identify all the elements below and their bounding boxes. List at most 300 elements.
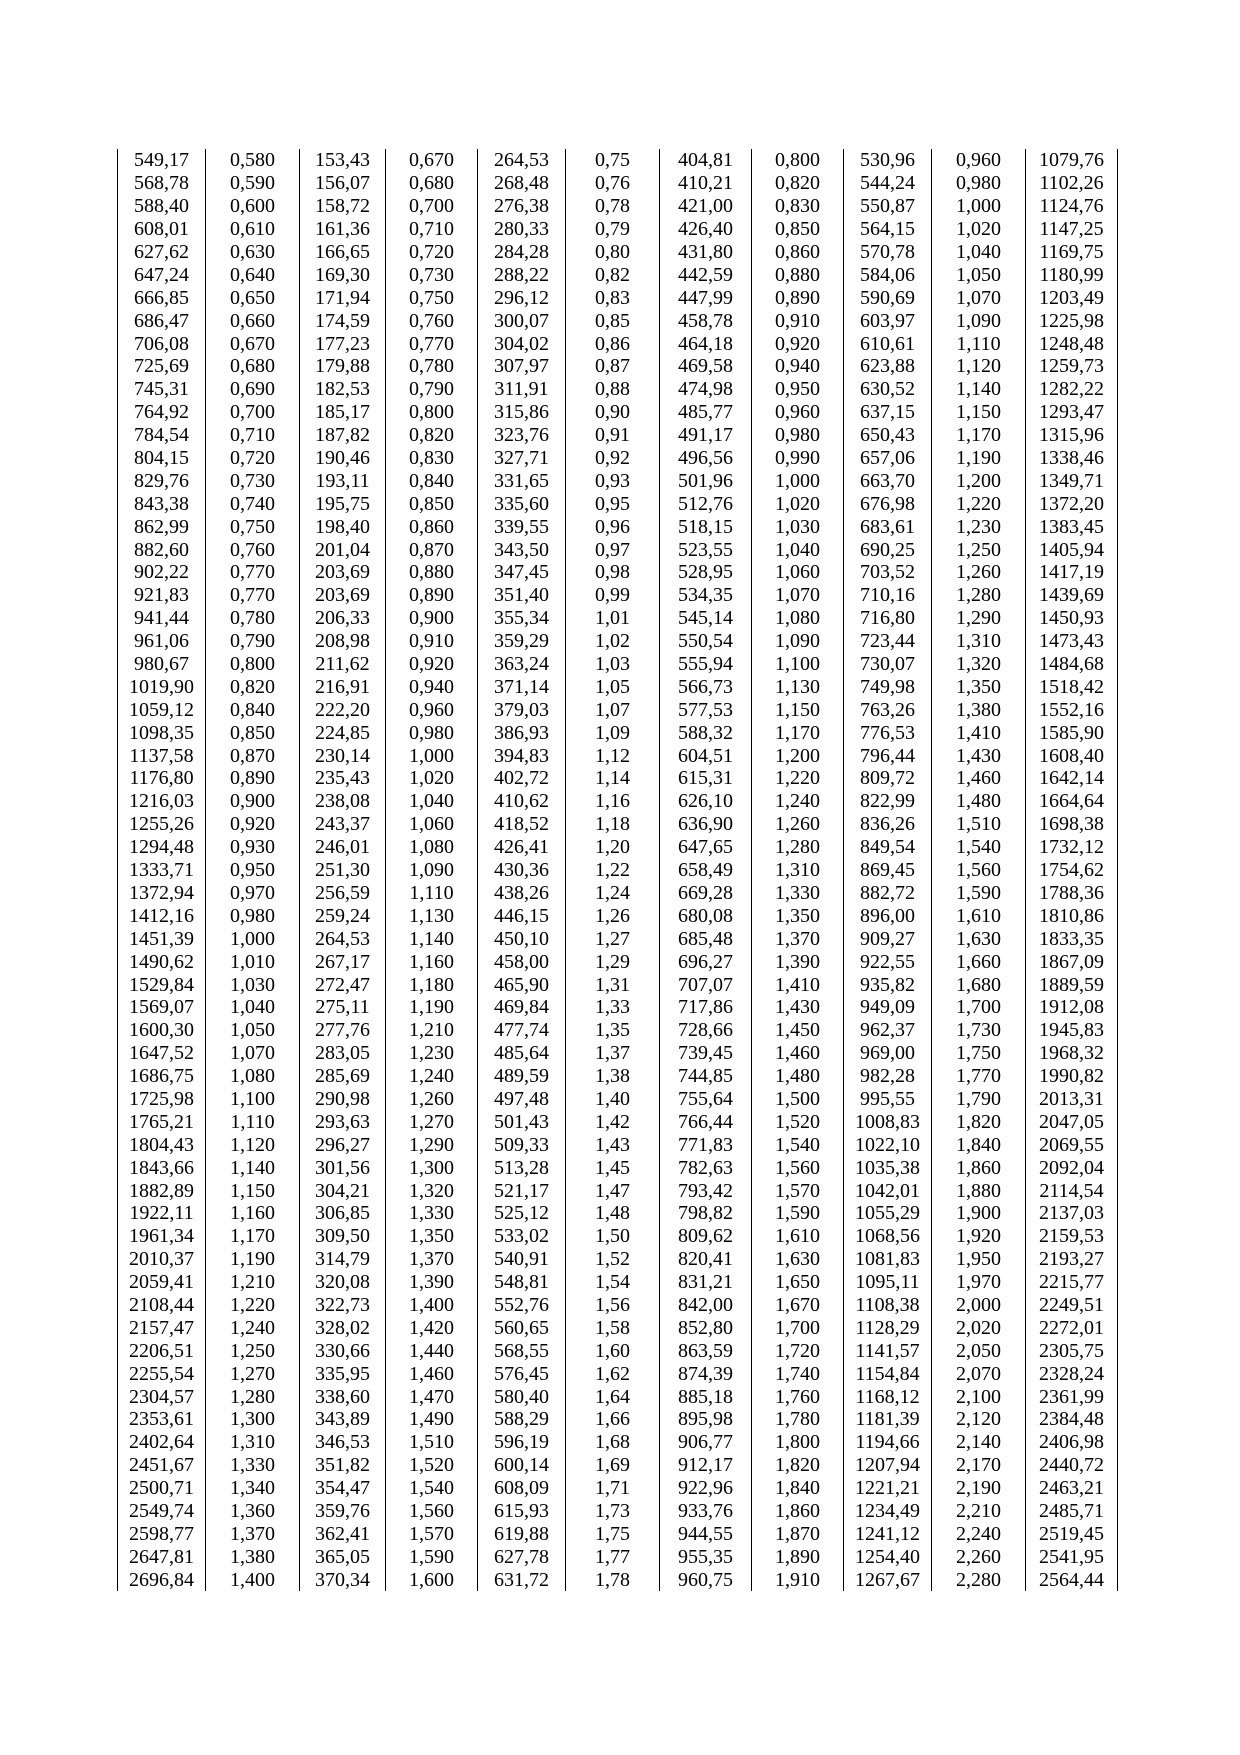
table-cell: 2249,51 (1026, 1294, 1118, 1317)
table-row (118, 1385, 1118, 1408)
table-cell: 2463,21 (1026, 1477, 1118, 1500)
table-cell: 311,91 (478, 378, 566, 401)
table-cell: 1,410 (932, 721, 1026, 744)
table-cell: 1,680 (932, 973, 1026, 996)
table-cell: 874,39 (660, 1362, 752, 1385)
table-cell: 1,070 (752, 584, 844, 607)
table-row (118, 630, 1118, 653)
table-cell: 1,000 (752, 469, 844, 492)
table-cell: 555,94 (660, 653, 752, 676)
table-cell: 1,43 (566, 1133, 660, 1156)
table-cell: 438,26 (478, 882, 566, 905)
table-cell: 0,78 (566, 195, 660, 218)
table-cell: 431,80 (660, 241, 752, 264)
table-cell: 190,46 (300, 447, 386, 470)
table-cell: 2696,84 (118, 1568, 206, 1591)
table-cell: 707,07 (660, 973, 752, 996)
table-cell: 1804,43 (118, 1133, 206, 1156)
table-cell: 960,75 (660, 1568, 752, 1591)
table-cell: 0,710 (206, 424, 300, 447)
table-cell: 764,92 (118, 401, 206, 424)
table-cell: 1843,66 (118, 1156, 206, 1179)
table-cell: 1647,52 (118, 1042, 206, 1065)
table-cell: 1,890 (752, 1545, 844, 1568)
table-cell: 1552,16 (1026, 698, 1118, 721)
table-cell: 0,88 (566, 378, 660, 401)
table-cell: 0,75 (566, 149, 660, 172)
table-cell: 0,820 (386, 424, 478, 447)
table-cell: 404,81 (660, 149, 752, 172)
table-cell: 1,210 (386, 1019, 478, 1042)
table-row (118, 1248, 1118, 1271)
table-cell: 588,29 (478, 1408, 566, 1431)
table-cell: 1008,83 (844, 1110, 932, 1133)
table-cell: 896,00 (844, 904, 932, 927)
table-cell: 2069,55 (1026, 1133, 1118, 1156)
table-cell: 304,02 (478, 332, 566, 355)
table-cell: 776,53 (844, 721, 932, 744)
table-cell: 0,800 (386, 401, 478, 424)
table-cell: 2,170 (932, 1454, 1026, 1477)
table-row (118, 721, 1118, 744)
table-cell: 306,85 (300, 1202, 386, 1225)
table-cell: 1450,93 (1026, 607, 1118, 630)
table-row (118, 973, 1118, 996)
table-cell: 1,160 (206, 1202, 300, 1225)
table-cell: 362,41 (300, 1522, 386, 1545)
table-cell: 869,45 (844, 859, 932, 882)
table-cell: 0,970 (206, 882, 300, 905)
table-row (118, 241, 1118, 264)
table-cell: 1,030 (206, 973, 300, 996)
table-cell: 610,61 (844, 332, 932, 355)
table-cell: 1,350 (386, 1225, 478, 1248)
table-cell: 1,050 (206, 1019, 300, 1042)
table-cell: 580,40 (478, 1385, 566, 1408)
table-cell: 169,30 (300, 263, 386, 286)
table-cell: 216,91 (300, 675, 386, 698)
table-cell: 796,44 (844, 744, 932, 767)
table-cell: 600,14 (478, 1454, 566, 1477)
table-cell: 323,76 (478, 424, 566, 447)
table-cell: 809,62 (660, 1225, 752, 1248)
table-cell: 1990,82 (1026, 1065, 1118, 1088)
table-cell: 179,88 (300, 355, 386, 378)
table-cell: 355,34 (478, 607, 566, 630)
table-cell: 1,860 (932, 1156, 1026, 1179)
table-cell: 1664,64 (1026, 790, 1118, 813)
table-cell: 0,82 (566, 263, 660, 286)
table-cell: 301,56 (300, 1156, 386, 1179)
table-cell: 1,820 (932, 1110, 1026, 1133)
table-cell: 1,510 (386, 1431, 478, 1454)
table-cell: 0,910 (752, 309, 844, 332)
table-cell: 235,43 (300, 767, 386, 790)
table-cell: 525,12 (478, 1202, 566, 1225)
table-cell: 1,370 (752, 927, 844, 950)
table-cell: 1,03 (566, 653, 660, 676)
table-cell: 1529,84 (118, 973, 206, 996)
table-row (118, 1179, 1118, 1202)
table-cell: 2564,44 (1026, 1568, 1118, 1591)
table-cell: 1,48 (566, 1202, 660, 1225)
table-cell: 1169,75 (1026, 241, 1118, 264)
table-cell: 636,90 (660, 813, 752, 836)
table-cell: 0,920 (206, 813, 300, 836)
table-cell: 0,770 (386, 332, 478, 355)
table-cell: 1,520 (386, 1454, 478, 1477)
table-cell: 343,50 (478, 538, 566, 561)
table-cell: 1,320 (932, 653, 1026, 676)
table-cell: 570,78 (844, 241, 932, 264)
table-cell: 1732,12 (1026, 836, 1118, 859)
table-cell: 544,24 (844, 172, 932, 195)
table-cell: 0,880 (386, 561, 478, 584)
table-cell: 647,24 (118, 263, 206, 286)
table-row (118, 469, 1118, 492)
table-cell: 852,80 (660, 1316, 752, 1339)
table-row (118, 492, 1118, 515)
table-cell: 1,290 (932, 607, 1026, 630)
table-cell: 530,96 (844, 149, 932, 172)
table-cell: 1,590 (752, 1202, 844, 1225)
table-cell: 626,10 (660, 790, 752, 813)
table-cell: 1,840 (932, 1133, 1026, 1156)
table-cell: 351,40 (478, 584, 566, 607)
table-cell: 1,310 (752, 859, 844, 882)
table-cell: 0,830 (752, 195, 844, 218)
table-row (118, 1156, 1118, 1179)
table-row (118, 218, 1118, 241)
table-cell: 1912,08 (1026, 996, 1118, 1019)
table-cell: 1,18 (566, 813, 660, 836)
table-cell: 0,580 (206, 149, 300, 172)
table-cell: 2047,05 (1026, 1110, 1118, 1133)
table-cell: 882,60 (118, 538, 206, 561)
table-cell: 1,080 (752, 607, 844, 630)
table-cell: 1,010 (206, 950, 300, 973)
table-cell: 198,40 (300, 515, 386, 538)
table-cell: 1349,71 (1026, 469, 1118, 492)
table-cell: 829,76 (118, 469, 206, 492)
table-cell: 290,98 (300, 1088, 386, 1111)
table-cell: 0,79 (566, 218, 660, 241)
table-cell: 1490,62 (118, 950, 206, 973)
table-cell: 277,76 (300, 1019, 386, 1042)
table-row (118, 1042, 1118, 1065)
table-cell: 771,83 (660, 1133, 752, 1156)
table-row (118, 1408, 1118, 1431)
table-cell: 1,540 (386, 1477, 478, 1500)
table-cell: 1,380 (206, 1545, 300, 1568)
table-cell: 0,670 (206, 332, 300, 355)
table-cell: 2485,71 (1026, 1500, 1118, 1523)
table-cell: 2193,27 (1026, 1248, 1118, 1271)
table-cell: 1,800 (752, 1431, 844, 1454)
table-cell: 1,64 (566, 1385, 660, 1408)
table-cell: 1147,25 (1026, 218, 1118, 241)
table-cell: 2406,98 (1026, 1431, 1118, 1454)
table-cell: 944,55 (660, 1522, 752, 1545)
table-cell: 330,66 (300, 1339, 386, 1362)
table-cell: 1,040 (932, 241, 1026, 264)
table-row (118, 332, 1118, 355)
table-row (118, 263, 1118, 286)
table-cell: 550,87 (844, 195, 932, 218)
table-cell: 1,410 (752, 973, 844, 996)
table-cell: 1,900 (932, 1202, 1026, 1225)
table-cell: 1,62 (566, 1362, 660, 1385)
table-cell: 1372,94 (118, 882, 206, 905)
table-cell: 1,07 (566, 698, 660, 721)
table-cell: 0,80 (566, 241, 660, 264)
table-row (118, 1362, 1118, 1385)
table-row (118, 355, 1118, 378)
table-cell: 685,48 (660, 927, 752, 950)
table-cell: 922,96 (660, 1477, 752, 1500)
table-cell: 1,650 (752, 1271, 844, 1294)
table-cell: 331,65 (478, 469, 566, 492)
table-cell: 2384,48 (1026, 1408, 1118, 1431)
table-cell: 2157,47 (118, 1316, 206, 1339)
table-cell: 1,50 (566, 1225, 660, 1248)
table-cell: 744,85 (660, 1065, 752, 1088)
table-cell: 590,69 (844, 286, 932, 309)
table-cell: 0,730 (386, 263, 478, 286)
table-cell: 264,53 (300, 927, 386, 950)
table-cell: 1961,34 (118, 1225, 206, 1248)
table-cell: 1,100 (206, 1088, 300, 1111)
table-cell: 1754,62 (1026, 859, 1118, 882)
table-cell: 0,720 (386, 241, 478, 264)
table-cell: 1,730 (932, 1019, 1026, 1042)
table-cell: 0,880 (752, 263, 844, 286)
table-cell: 363,24 (478, 653, 566, 676)
table-cell: 1,280 (206, 1385, 300, 1408)
table-cell: 203,69 (300, 561, 386, 584)
table-cell: 338,60 (300, 1385, 386, 1408)
table-cell: 560,65 (478, 1316, 566, 1339)
table-cell: 158,72 (300, 195, 386, 218)
table-cell: 1035,38 (844, 1156, 932, 1179)
table-cell: 1,790 (932, 1088, 1026, 1111)
table-cell: 0,760 (386, 309, 478, 332)
table-cell: 523,55 (660, 538, 752, 561)
table-cell: 1,26 (566, 904, 660, 927)
table-cell: 0,760 (206, 538, 300, 561)
table-cell: 1234,49 (844, 1500, 932, 1523)
table-cell: 2353,61 (118, 1408, 206, 1431)
table-cell: 0,830 (386, 447, 478, 470)
table-cell: 1,880 (932, 1179, 1026, 1202)
table-row (118, 1522, 1118, 1545)
table-cell: 394,83 (478, 744, 566, 767)
table-cell: 690,25 (844, 538, 932, 561)
table-cell: 365,05 (300, 1545, 386, 1568)
table-cell: 1,190 (386, 996, 478, 1019)
table-cell: 2108,44 (118, 1294, 206, 1317)
table-cell: 224,85 (300, 721, 386, 744)
table-cell: 1,310 (206, 1431, 300, 1454)
table-cell: 2,120 (932, 1408, 1026, 1431)
table-cell: 1,090 (386, 859, 478, 882)
table-cell: 2,260 (932, 1545, 1026, 1568)
table-cell: 0,920 (386, 653, 478, 676)
table-cell: 1,260 (932, 561, 1026, 584)
table-cell: 849,54 (844, 836, 932, 859)
table-cell: 1,570 (752, 1179, 844, 1202)
table-row (118, 515, 1118, 538)
table-cell: 187,82 (300, 424, 386, 447)
table-cell: 268,48 (478, 172, 566, 195)
table-cell: 1,69 (566, 1454, 660, 1477)
table-cell: 2114,54 (1026, 1179, 1118, 1202)
table-cell: 1,080 (386, 836, 478, 859)
table-cell: 174,59 (300, 309, 386, 332)
table-cell: 0,640 (206, 263, 300, 286)
table-cell: 568,78 (118, 172, 206, 195)
table-cell: 0,860 (752, 241, 844, 264)
table-cell: 386,93 (478, 721, 566, 744)
table-cell: 2,140 (932, 1431, 1026, 1454)
table-cell: 458,00 (478, 950, 566, 973)
table-cell: 1,490 (386, 1408, 478, 1431)
table-cell: 568,55 (478, 1339, 566, 1362)
table-cell: 1,520 (752, 1110, 844, 1133)
table-cell: 615,93 (478, 1500, 566, 1523)
table-cell: 627,62 (118, 241, 206, 264)
table-cell: 717,86 (660, 996, 752, 1019)
table-cell: 469,84 (478, 996, 566, 1019)
table-cell: 603,97 (844, 309, 932, 332)
table-cell: 0,800 (206, 653, 300, 676)
table-cell: 545,14 (660, 607, 752, 630)
table-cell: 1,540 (932, 836, 1026, 859)
table-cell: 588,32 (660, 721, 752, 744)
table-cell: 1,910 (752, 1568, 844, 1591)
table-cell: 518,15 (660, 515, 752, 538)
table-cell: 1098,35 (118, 721, 206, 744)
table-cell: 528,95 (660, 561, 752, 584)
table-cell: 359,76 (300, 1500, 386, 1523)
table-cell: 1,000 (206, 927, 300, 950)
table-cell: 1,250 (932, 538, 1026, 561)
table-cell: 1,130 (752, 675, 844, 698)
table-cell: 208,98 (300, 630, 386, 653)
table-cell: 402,72 (478, 767, 566, 790)
table-cell: 1,45 (566, 1156, 660, 1179)
table-cell: 564,15 (844, 218, 932, 241)
table-cell: 969,00 (844, 1042, 932, 1065)
table-cell: 284,28 (478, 241, 566, 264)
table-cell: 161,36 (300, 218, 386, 241)
table-row (118, 1431, 1118, 1454)
table-cell: 206,33 (300, 607, 386, 630)
table-cell: 0,900 (386, 607, 478, 630)
table-cell: 1968,32 (1026, 1042, 1118, 1065)
table-cell: 1,150 (932, 401, 1026, 424)
table-cell: 1154,84 (844, 1362, 932, 1385)
table-cell: 1216,03 (118, 790, 206, 813)
table-cell: 745,31 (118, 378, 206, 401)
table-cell: 0,980 (206, 904, 300, 927)
table-cell: 0,940 (752, 355, 844, 378)
table-cell: 980,67 (118, 653, 206, 676)
table-cell: 0,820 (752, 172, 844, 195)
table-cell: 285,69 (300, 1065, 386, 1088)
table-cell: 469,58 (660, 355, 752, 378)
table-row (118, 286, 1118, 309)
table-cell: 1128,29 (844, 1316, 932, 1339)
table-cell: 0,980 (752, 424, 844, 447)
table-cell: 1180,99 (1026, 263, 1118, 286)
table-cell: 0,870 (386, 538, 478, 561)
table-cell: 1,140 (206, 1156, 300, 1179)
table-cell: 1,670 (752, 1294, 844, 1317)
table-cell: 0,840 (206, 698, 300, 721)
table-cell: 657,06 (844, 447, 932, 470)
table-cell: 256,59 (300, 882, 386, 905)
table-cell: 549,17 (118, 149, 206, 172)
table-cell: 521,17 (478, 1179, 566, 1202)
table-cell: 1,170 (932, 424, 1026, 447)
table-cell: 766,44 (660, 1110, 752, 1133)
table-cell: 1439,69 (1026, 584, 1118, 607)
table-cell: 1,760 (752, 1385, 844, 1408)
table-cell: 0,860 (386, 515, 478, 538)
table-cell: 0,98 (566, 561, 660, 584)
table-cell: 1137,58 (118, 744, 206, 767)
table-cell: 686,47 (118, 309, 206, 332)
table-cell: 0,750 (386, 286, 478, 309)
table-cell: 577,53 (660, 698, 752, 721)
table-row (118, 836, 1118, 859)
table-cell: 1,590 (386, 1545, 478, 1568)
table-cell: 703,52 (844, 561, 932, 584)
table-cell: 1,300 (386, 1156, 478, 1179)
table-cell: 1221,21 (844, 1477, 932, 1500)
table-cell: 1081,83 (844, 1248, 932, 1271)
table-cell: 1,40 (566, 1088, 660, 1111)
table-cell: 0,700 (386, 195, 478, 218)
table-cell: 1,16 (566, 790, 660, 813)
table-cell: 1,66 (566, 1408, 660, 1431)
table-row (118, 1271, 1118, 1294)
table-cell: 307,97 (478, 355, 566, 378)
table-cell: 351,82 (300, 1454, 386, 1477)
table-cell: 1,20 (566, 836, 660, 859)
table-row (118, 1110, 1118, 1133)
table-cell: 0,890 (752, 286, 844, 309)
table-cell: 1,080 (206, 1065, 300, 1088)
table-cell: 259,24 (300, 904, 386, 927)
table-cell: 1315,96 (1026, 424, 1118, 447)
table-cell: 1259,73 (1026, 355, 1118, 378)
table-row (118, 1065, 1118, 1088)
table-cell: 1,560 (752, 1156, 844, 1179)
table-cell: 2549,74 (118, 1500, 206, 1523)
table-cell: 0,940 (386, 675, 478, 698)
table-cell: 421,00 (660, 195, 752, 218)
table-cell: 1241,12 (844, 1522, 932, 1545)
table-cell: 0,840 (386, 469, 478, 492)
table-cell: 995,55 (844, 1088, 932, 1111)
table-cell: 1569,07 (118, 996, 206, 1019)
table-cell: 0,660 (206, 309, 300, 332)
table-cell: 0,95 (566, 492, 660, 515)
table-cell: 2519,45 (1026, 1522, 1118, 1545)
table-cell: 1079,76 (1026, 149, 1118, 172)
